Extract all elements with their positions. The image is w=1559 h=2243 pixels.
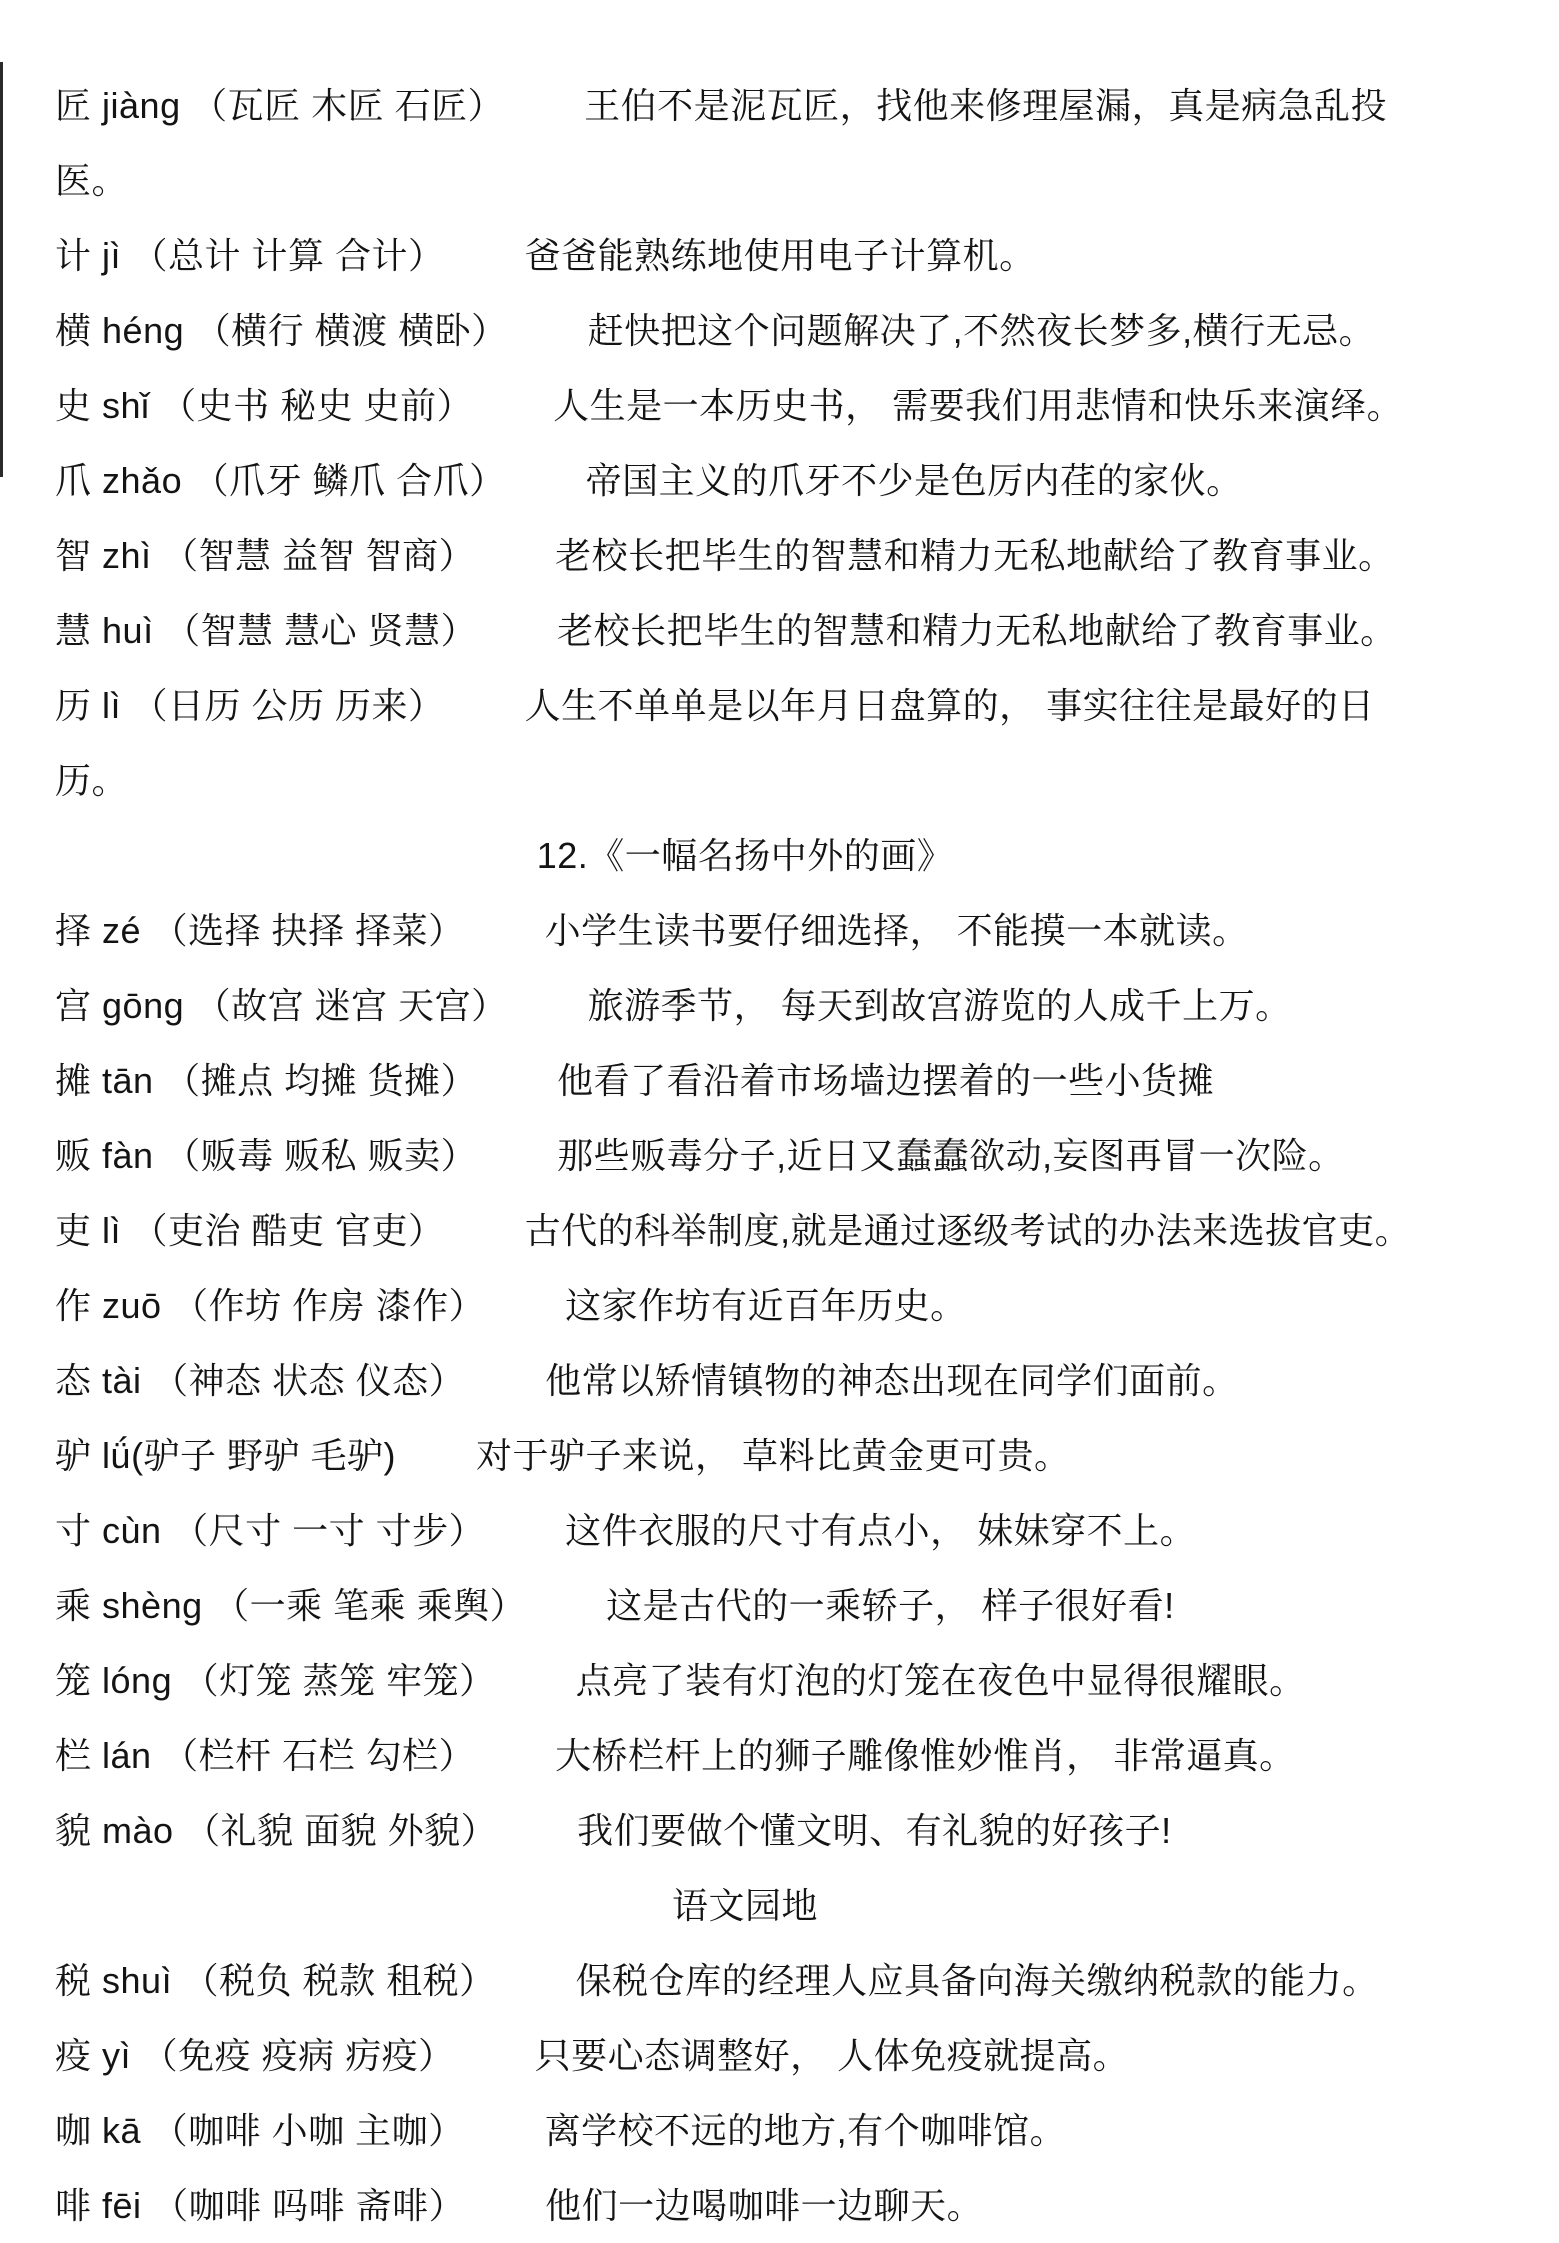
entry-pinyin: cùn: [102, 1510, 162, 1551]
entry-sentence: 老校长把毕生的智慧和精力无私地献给了教育事业。: [557, 610, 1397, 651]
entry-head: [55, 1585, 526, 1626]
entry-character: 贩: [55, 1135, 92, 1176]
vocab-entry: [55, 68, 1435, 218]
entry-words: （咖啡 小咖 主咖）: [151, 2110, 465, 2151]
entry-character: 貌: [55, 1810, 92, 1851]
entry-head: [55, 85, 504, 126]
entry-character: 驴: [55, 1435, 92, 1476]
entry-sentence: 旅游季节， 每天到故宫游览的人成千上万。: [587, 985, 1292, 1026]
entry-head: [55, 460, 506, 501]
entry-character: 史: [55, 385, 92, 426]
entry-head: [55, 1660, 496, 1701]
entry-character: 摊: [55, 1060, 92, 1101]
entry-sentence: 他们一边喝咖啡一边聊天。: [545, 2185, 984, 2226]
entry-head: [55, 985, 508, 1026]
entry-character: 择: [55, 910, 92, 951]
entry-character: 爪: [55, 460, 92, 501]
entry-character: 栏: [55, 1735, 92, 1776]
entry-character: 寸: [55, 1510, 92, 1551]
entry-words: （横行 横渡 横卧）: [194, 310, 508, 351]
entry-head: [55, 1135, 477, 1176]
entry-pinyin: zhì: [102, 535, 152, 576]
entry-sentence: 人生是一本历史书， 需要我们用悲情和快乐来演绎。: [553, 385, 1404, 426]
entry-character: 历: [55, 685, 92, 726]
entry-head: [55, 1060, 477, 1101]
entry-words: （尺寸 一寸 寸步）: [172, 1510, 486, 1551]
vocab-entry: [55, 443, 1435, 518]
vocab-entry: [55, 518, 1435, 593]
entry-head: [55, 2110, 465, 2151]
entry-pinyin: fēi: [102, 2185, 142, 2226]
entry-sentence: 赶快把这个问题解决了,不然夜长梦多,横行无忌。: [587, 310, 1376, 351]
entry-sentence: 他常以矫情镇物的神态出现在同学们面前。: [545, 1360, 1239, 1401]
entry-pinyin: jì: [102, 235, 122, 276]
entry-pinyin: tài: [102, 1360, 142, 1401]
entry-words: （摊点 均摊 货摊）: [164, 1060, 478, 1101]
entry-head: [55, 1360, 465, 1401]
entry-words: （作坊 作房 漆作）: [172, 1285, 486, 1326]
entry-words: （吏治 酷吏 官吏）: [131, 1210, 445, 1251]
entry-head: [55, 535, 475, 576]
entry-head: [55, 310, 508, 351]
entry-character: 智: [55, 535, 92, 576]
entry-sentence: 这家作坊有近百年历史。: [565, 1285, 967, 1326]
entry-words: （总计 计算 合计）: [131, 235, 445, 276]
entry-pinyin: fàn: [102, 1135, 154, 1176]
entry-sentence: 老校长把毕生的智慧和精力无私地献给了教育事业。: [555, 535, 1395, 576]
vocab-entry: [55, 893, 1435, 968]
entry-pinyin: héng: [102, 310, 185, 351]
entry-character: 咖: [55, 2110, 92, 2151]
entry-character: 态: [55, 1360, 92, 1401]
entry-words: （栏杆 石栏 勾栏）: [162, 1735, 476, 1776]
entry-sentence: 只要心态调整好， 人体免疫就提高。: [534, 2035, 1130, 2076]
entry-sentence: 大桥栏杆上的狮子雕像惟妙惟肖， 非常逼真。: [555, 1735, 1296, 1776]
entry-head: [55, 1810, 497, 1851]
vocab-entry: [55, 218, 1435, 293]
entry-head: [55, 385, 473, 426]
entry-character: 计: [55, 235, 92, 276]
entry-words: （日历 公历 历来）: [131, 685, 445, 726]
entry-sentence: 对于驴子来说， 草料比黄金更可贵。: [476, 1435, 1071, 1476]
entry-sentence: 帝国主义的爪牙不少是色厉内荏的家伙。: [585, 460, 1243, 501]
entry-sentence: 保税仓库的经理人应具备向海关缴纳税款的能力。: [575, 1960, 1379, 2001]
vocab-entry: [55, 668, 1435, 818]
entry-head: [55, 1210, 445, 1251]
entry-pinyin: gōng: [102, 985, 185, 1026]
entry-character: 慧: [55, 610, 92, 651]
entry-words: （一乘 笔乘 乘舆）: [213, 1585, 527, 1626]
entry-words: （智慧 益智 智商）: [162, 535, 476, 576]
vocab-entry: [55, 1268, 1435, 1343]
entry-character: 乘: [55, 1585, 92, 1626]
entry-pinyin: shuì: [102, 1960, 173, 2001]
entry-pinyin: yì: [102, 2035, 132, 2076]
entry-words: （史书 秘史 史前）: [160, 385, 474, 426]
entry-words: （咖啡 吗啡 斋啡）: [152, 2185, 466, 2226]
entry-sentence: 这是古代的一乘轿子， 样子很好看!: [606, 1585, 1175, 1626]
entry-head: [55, 610, 477, 651]
vocab-entry: [55, 2018, 1435, 2093]
vocab-entry: [55, 1493, 1435, 1568]
entry-words: （故宫 迷宫 天宫）: [194, 985, 508, 1026]
entry-words: （礼貌 面貌 外貌）: [184, 1810, 498, 1851]
vocab-entry: [55, 2093, 1435, 2168]
vocab-entry: [55, 1418, 1435, 1493]
entry-pinyin: lán: [102, 1735, 152, 1776]
entry-head: [55, 1735, 475, 1776]
entry-words: （灯笼 蒸笼 牢笼）: [182, 1660, 496, 1701]
vocab-entry: [55, 1643, 1435, 1718]
vocab-entry: [55, 1568, 1435, 1643]
entry-pinyin: lóng: [102, 1660, 173, 1701]
entry-words: （瓦匠 木匠 石匠）: [191, 85, 505, 126]
vocab-entry: [55, 1343, 1435, 1418]
entry-pinyin: kā: [102, 2110, 142, 2151]
entry-head: [55, 910, 465, 951]
entry-words: （贩毒 贩私 贩卖）: [164, 1135, 478, 1176]
entry-pinyin: zé: [102, 910, 142, 951]
entry-character: 笼: [55, 1660, 92, 1701]
entry-sentence: 他看了看沿着市场墙边摆着的一些小货摊: [557, 1060, 1215, 1101]
entry-head: [55, 2185, 465, 2226]
entry-pinyin: jiàng: [102, 85, 181, 126]
entry-sentence: 爸爸能熟练地使用电子计算机。: [524, 235, 1036, 276]
entry-pinyin: huì: [102, 610, 154, 651]
entry-sentence: 小学生读书要仔细选择， 不能摸一本就读。: [544, 910, 1249, 951]
entry-head: [55, 1510, 485, 1551]
entry-head: [55, 235, 445, 276]
entry-pinyin: tān: [102, 1060, 154, 1101]
entry-sentence: 这件衣服的尺寸有点小， 妹妹穿不上。: [565, 1510, 1197, 1551]
section-title: 12.《一幅名扬中外的画》: [536, 835, 954, 876]
entry-sentence: 我们要做个懂文明、有礼貌的好孩子!: [577, 1810, 1172, 1851]
entry-head: [55, 1435, 396, 1476]
entry-words: （免疫 疫病 疠疫）: [141, 2035, 455, 2076]
entry-character: 作: [55, 1285, 92, 1326]
entry-pinyin: mào: [102, 1810, 174, 1851]
entry-pinyin: shèng: [102, 1585, 203, 1626]
entry-character: 匠: [55, 85, 92, 126]
entry-words: （爪牙 鳞爪 合爪）: [192, 460, 506, 501]
entry-sentence: 人生不单单是以年月日盘算的， 事实往往是最好的日历。: [55, 685, 1375, 801]
entry-character: 吏: [55, 1210, 92, 1251]
entry-head: [55, 685, 445, 726]
entry-sentence: 那些贩毒分子,近日又蠢蠢欲动,妄图再冒一次险。: [557, 1135, 1345, 1176]
section-title: 语文园地: [671, 1885, 818, 1926]
vocab-entry: [55, 2168, 1435, 2243]
entry-head: [55, 1285, 485, 1326]
entry-words: (驴子 野驴 毛驴): [131, 1435, 397, 1476]
entry-sentence: 王伯不是泥瓦匠，找他来修理屋漏，真是病急乱投医。: [55, 85, 1388, 201]
entry-character: 税: [55, 1960, 92, 2001]
entry-words: （选择 抉择 择菜）: [151, 910, 465, 951]
vocab-entry: [55, 1793, 1435, 1868]
vocab-entry: [55, 293, 1435, 368]
worksheet-content: [55, 68, 1519, 2243]
entry-pinyin: shǐ: [102, 385, 150, 426]
entry-pinyin: lì: [102, 685, 122, 726]
entry-head: [55, 1960, 496, 2001]
vocab-entry: [55, 1943, 1435, 2018]
vocab-entry: [55, 368, 1435, 443]
entry-head: [55, 2035, 455, 2076]
entry-sentence: 离学校不远的地方,有个咖啡馆。: [544, 2110, 1067, 2151]
entry-pinyin: lì: [102, 1210, 122, 1251]
entry-character: 宫: [55, 985, 92, 1026]
vocab-entry: [55, 1118, 1435, 1193]
entry-pinyin: lǘ: [102, 1435, 132, 1476]
vocab-entry: [55, 1718, 1435, 1793]
entry-character: 横: [55, 310, 92, 351]
vocab-entry: [55, 1193, 1435, 1268]
entry-character: 啡: [55, 2185, 92, 2226]
entry-sentence: 点亮了装有灯泡的灯笼在夜色中显得很耀眼。: [575, 1660, 1306, 1701]
vocab-entry: [55, 1043, 1435, 1118]
vocab-entry: [55, 593, 1435, 668]
entry-words: （神态 状态 仪态）: [152, 1360, 466, 1401]
entry-words: （智慧 慧心 贤慧）: [164, 610, 478, 651]
entry-pinyin: zuō: [102, 1285, 162, 1326]
vocab-entry: [55, 968, 1435, 1043]
entry-pinyin: zhǎo: [102, 460, 183, 501]
entry-character: 疫: [55, 2035, 92, 2076]
entry-sentence: 古代的科举制度,就是通过逐级考试的办法来选拔官吏。: [524, 1210, 1412, 1251]
scan-artifact-line: [0, 62, 3, 477]
entry-words: （税负 税款 租税）: [182, 1960, 496, 2001]
